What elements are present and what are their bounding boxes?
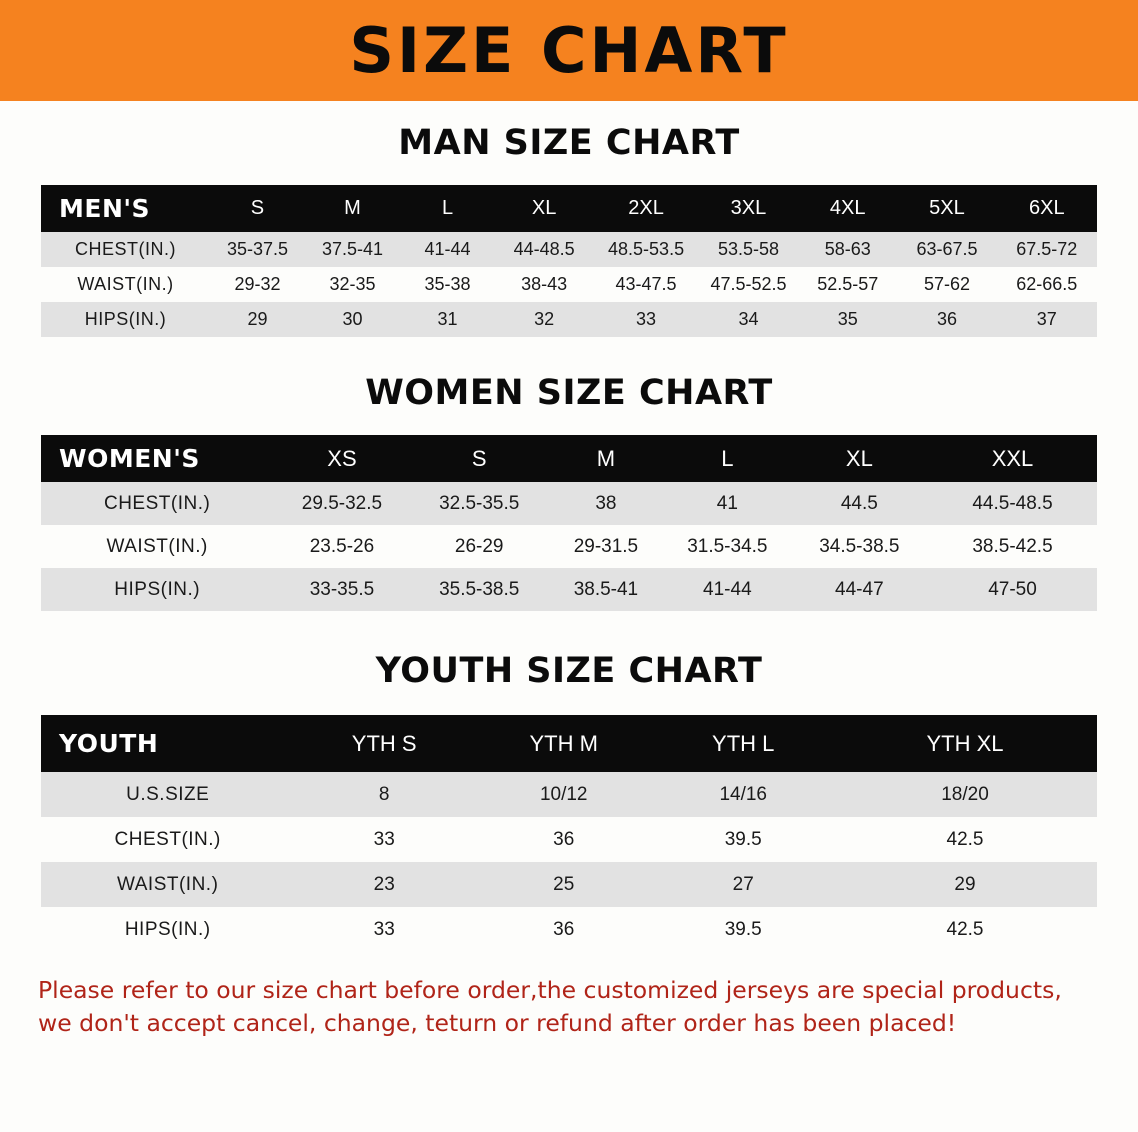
man-header-m: M xyxy=(344,197,361,219)
man-header-xl: XL xyxy=(531,197,557,219)
table-cell: 38.5-42.5 xyxy=(928,525,1097,568)
man-header-6xl: 6XL xyxy=(1029,197,1065,219)
table-cell: 31.5-34.5 xyxy=(664,525,791,568)
table-cell: 44.5 xyxy=(791,482,928,525)
order-policy-notice: Please refer to our size chart before order,the customized jerseys are special products, we don't accept cancel, change, teturn or refund after order has been placed! xyxy=(38,976,1062,1038)
women-row-label-chest: CHEST(IN.) xyxy=(41,482,273,525)
table-cell: 23.5-26 xyxy=(273,525,410,568)
women-table-body xyxy=(41,482,1097,611)
man-row-label-waist: WAIST(IN.) xyxy=(41,267,210,302)
table-cell: 32-35 xyxy=(305,267,400,302)
table-cell: 18/20 xyxy=(833,772,1097,817)
table-cell: 32.5-35.5 xyxy=(411,482,548,525)
table-cell: 42.5 xyxy=(833,907,1097,952)
man-table-wrap xyxy=(0,185,1138,337)
page-banner xyxy=(0,0,1138,101)
man-header-3xl: 3XL xyxy=(730,197,767,219)
table-row xyxy=(41,482,1097,525)
table-cell: 29 xyxy=(833,862,1097,907)
table-cell: 31 xyxy=(400,302,495,337)
table-cell: 27 xyxy=(653,862,833,907)
table-cell: 47-50 xyxy=(928,568,1097,611)
man-header-s: S xyxy=(250,197,265,219)
women-header-xxl: XXL xyxy=(991,445,1034,471)
table-cell: 33 xyxy=(294,907,474,952)
table-cell: 35-37.5 xyxy=(210,232,305,267)
table-cell: 35-38 xyxy=(400,267,495,302)
man-size-table xyxy=(41,185,1097,337)
table-cell: 33 xyxy=(593,302,699,337)
table-cell: 37.5-41 xyxy=(305,232,400,267)
youth-size-table xyxy=(41,715,1097,952)
youth-row-label-ussize: U.S.SIZE xyxy=(41,772,294,817)
table-cell: 39.5 xyxy=(653,907,833,952)
table-row xyxy=(41,817,1097,862)
table-cell: 52.5-57 xyxy=(798,267,897,302)
youth-header-s: YTH S xyxy=(351,730,417,756)
youth-row-label-hips: HIPS(IN.) xyxy=(41,907,294,952)
table-cell: 42.5 xyxy=(833,817,1097,862)
women-header-xl: XL xyxy=(845,445,873,471)
table-cell: 38.5-41 xyxy=(548,568,664,611)
table-cell: 57-62 xyxy=(897,267,996,302)
table-cell: 29.5-32.5 xyxy=(273,482,410,525)
table-row xyxy=(41,772,1097,817)
table-cell: 34 xyxy=(699,302,798,337)
table-cell: 30 xyxy=(305,302,400,337)
table-cell: 38 xyxy=(548,482,664,525)
table-header-row xyxy=(41,435,1097,482)
table-cell: 10/12 xyxy=(474,772,654,817)
table-cell: 41 xyxy=(664,482,791,525)
table-row xyxy=(41,525,1097,568)
table-cell: 62-66.5 xyxy=(997,267,1097,302)
man-row-label-chest: CHEST(IN.) xyxy=(41,232,210,267)
table-cell: 44.5-48.5 xyxy=(928,482,1097,525)
women-table-head xyxy=(41,435,1097,482)
table-row xyxy=(41,907,1097,952)
youth-header-label: YOUTH xyxy=(59,729,159,758)
youth-header-xl: YTH XL xyxy=(926,730,1004,756)
youth-header-l: YTH L xyxy=(712,730,775,756)
table-row xyxy=(41,568,1097,611)
table-row xyxy=(41,302,1097,337)
table-cell: 35 xyxy=(798,302,897,337)
youth-section-title: YOUTH SIZE CHART xyxy=(375,651,763,691)
table-cell: 41-44 xyxy=(664,568,791,611)
youth-table-head xyxy=(41,715,1097,772)
table-cell: 48.5-53.5 xyxy=(593,232,699,267)
table-cell: 26-29 xyxy=(411,525,548,568)
table-cell: 14/16 xyxy=(653,772,833,817)
youth-row-label-chest: CHEST(IN.) xyxy=(41,817,294,862)
table-cell: 32 xyxy=(495,302,593,337)
table-row xyxy=(41,232,1097,267)
table-cell: 63-67.5 xyxy=(897,232,996,267)
table-cell: 25 xyxy=(474,862,654,907)
youth-table-body xyxy=(41,772,1097,952)
table-cell: 67.5-72 xyxy=(997,232,1097,267)
table-cell: 35.5-38.5 xyxy=(411,568,548,611)
man-table-head xyxy=(41,185,1097,232)
table-cell: 33-35.5 xyxy=(273,568,410,611)
table-cell: 29-31.5 xyxy=(548,525,664,568)
table-header-row xyxy=(41,185,1097,232)
table-cell: 38-43 xyxy=(495,267,593,302)
table-cell: 36 xyxy=(474,817,654,862)
women-header-label: WOMEN'S xyxy=(59,444,200,473)
youth-table-wrap xyxy=(0,715,1138,952)
man-header-5xl: 5XL xyxy=(929,197,965,219)
page-title: SIZE CHART xyxy=(349,13,789,87)
women-section-title: WOMEN SIZE CHART xyxy=(365,373,773,413)
man-header-label: MEN'S xyxy=(59,194,151,223)
man-section-title: MAN SIZE CHART xyxy=(398,123,740,163)
women-header-s: S xyxy=(471,445,487,471)
man-header-l: L xyxy=(441,197,454,219)
man-header-4xl: 4XL xyxy=(829,197,866,219)
women-header-l: L xyxy=(721,445,734,471)
women-header-xs: XS xyxy=(327,445,357,471)
women-row-label-waist: WAIST(IN.) xyxy=(41,525,273,568)
man-row-label-hips: HIPS(IN.) xyxy=(41,302,210,337)
women-row-label-hips: HIPS(IN.) xyxy=(41,568,273,611)
table-cell: 29 xyxy=(210,302,305,337)
women-header-m: M xyxy=(596,445,616,471)
table-cell: 8 xyxy=(294,772,474,817)
table-cell: 34.5-38.5 xyxy=(791,525,928,568)
table-header-row xyxy=(41,715,1097,772)
table-cell: 44-47 xyxy=(791,568,928,611)
table-row xyxy=(41,862,1097,907)
table-cell: 29-32 xyxy=(210,267,305,302)
man-table-body xyxy=(41,232,1097,337)
youth-header-m: YTH M xyxy=(529,730,598,756)
youth-row-label-waist: WAIST(IN.) xyxy=(41,862,294,907)
table-cell: 36 xyxy=(474,907,654,952)
table-cell: 58-63 xyxy=(798,232,897,267)
women-size-table xyxy=(41,435,1097,611)
women-table-wrap xyxy=(0,435,1138,611)
table-cell: 53.5-58 xyxy=(699,232,798,267)
table-cell: 23 xyxy=(294,862,474,907)
table-cell: 41-44 xyxy=(400,232,495,267)
table-cell: 33 xyxy=(294,817,474,862)
table-cell: 44-48.5 xyxy=(495,232,593,267)
table-cell: 43-47.5 xyxy=(593,267,699,302)
table-cell: 36 xyxy=(897,302,996,337)
table-cell: 37 xyxy=(997,302,1097,337)
table-cell: 39.5 xyxy=(653,817,833,862)
man-header-2xl: 2XL xyxy=(628,197,664,219)
table-cell: 47.5-52.5 xyxy=(699,267,798,302)
table-row xyxy=(41,267,1097,302)
